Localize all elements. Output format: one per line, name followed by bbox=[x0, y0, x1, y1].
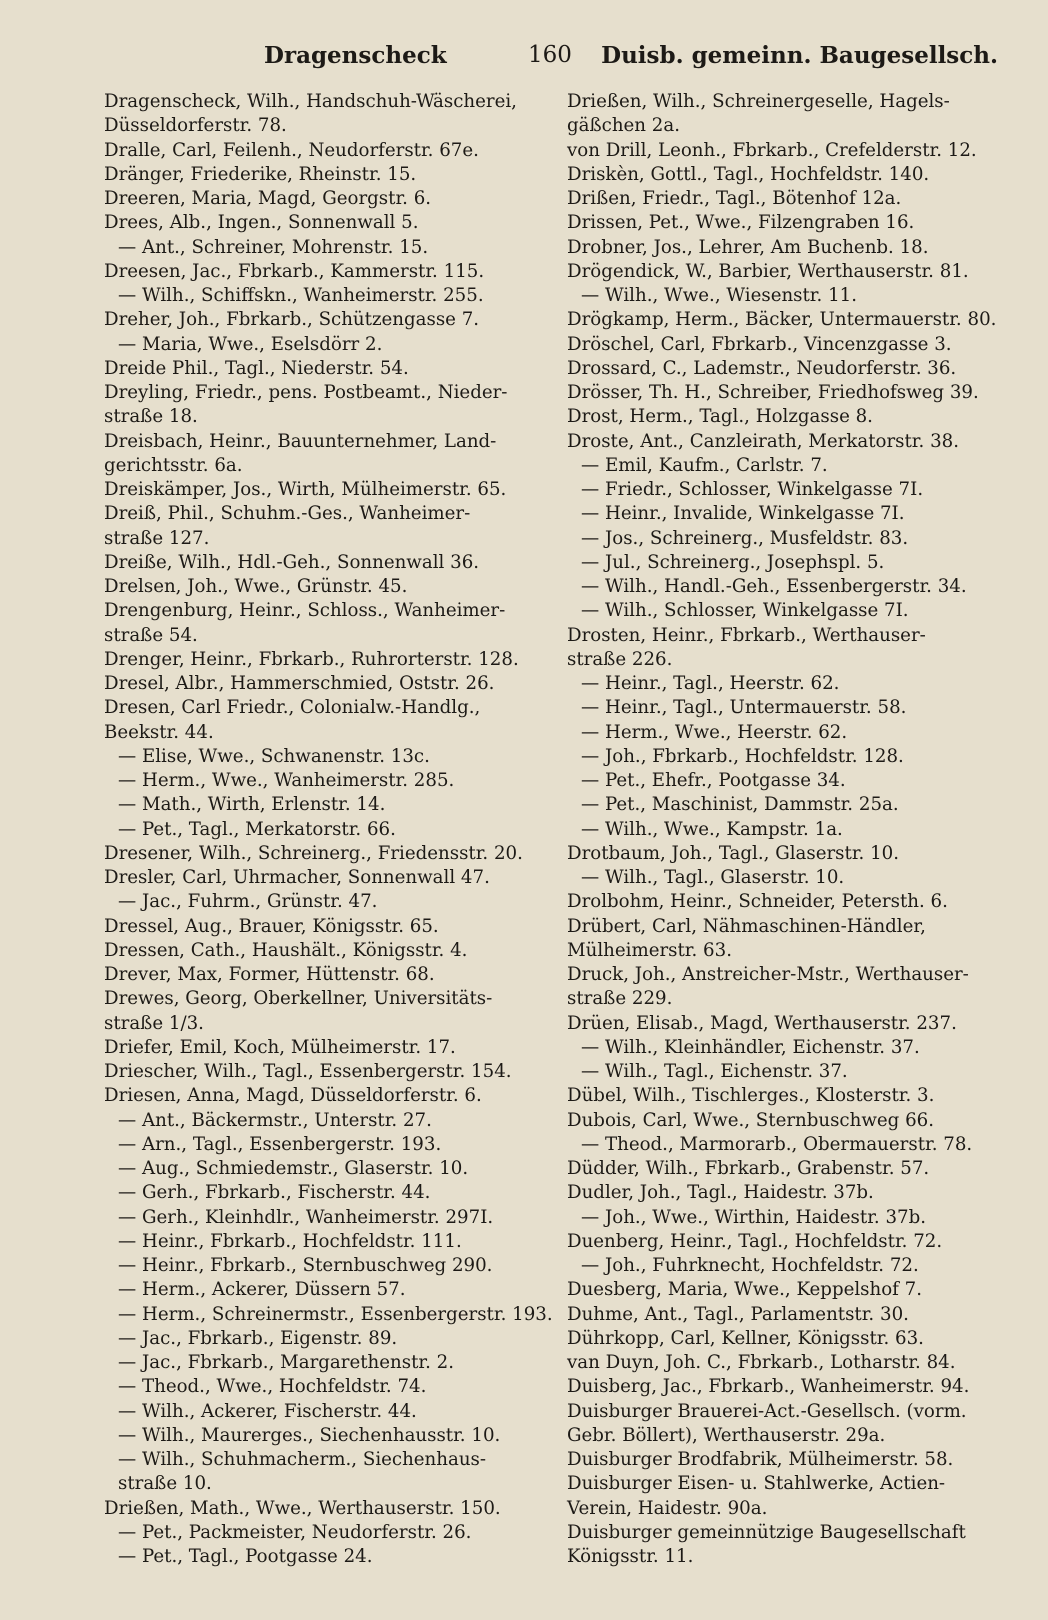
entry-line: Driesen, Anna, Magd, Düsseldorferstr. 6. bbox=[104, 1085, 482, 1107]
directory-entry bbox=[104, 890, 536, 914]
directory-entry bbox=[567, 745, 999, 769]
entry-line: Verein, Haidestr. 90a. bbox=[567, 1497, 768, 1519]
entry-line: Drösser, Th. H., Schreiber, Friedhofsweg 39. bbox=[567, 382, 979, 403]
directory-entry bbox=[104, 357, 536, 381]
entry-line: Beekstr. 44. bbox=[104, 721, 214, 743]
directory-entry bbox=[567, 1060, 999, 1084]
directory-entry bbox=[104, 1545, 536, 1569]
entry-line: straße 54. bbox=[104, 624, 198, 646]
directory-entry bbox=[104, 939, 536, 963]
page-number: 160 bbox=[528, 42, 572, 68]
entry-line: Drees, Alb., Ingen., Sonnenwall 5. bbox=[104, 212, 419, 234]
entry-line: — Jac., Fbrkarb., Eigenstr. 89. bbox=[118, 1327, 398, 1349]
entry-line: — Aug., Schmiedemstr., Glaserstr. 10. bbox=[118, 1158, 469, 1179]
entry-line: Drost, Herm., Tagl., Holzgasse 8. bbox=[567, 406, 873, 428]
entry-line: straße 127. bbox=[104, 527, 210, 549]
directory-entry bbox=[104, 1109, 536, 1133]
entry-line: Drotbaum, Joh., Tagl., Glaserstr. 10. bbox=[567, 842, 900, 864]
entry-line: — Joh., Wwe., Wirthin, Haidestr. 37b. bbox=[581, 1206, 927, 1228]
header-last-entry: Duisb. gemeinn. Baugesellsch. bbox=[601, 42, 998, 69]
directory-entry bbox=[567, 818, 999, 842]
entry-line: Drever, Max, Former, Hüttenstr. 68. bbox=[104, 964, 435, 985]
entry-line: straße 10. bbox=[118, 1473, 212, 1495]
directory-entry bbox=[567, 1181, 999, 1205]
directory-entry bbox=[567, 236, 999, 260]
directory-entry bbox=[567, 308, 999, 332]
directory-entry bbox=[104, 211, 536, 235]
entry-line: Drübert, Carl, Nähmaschinen-Händler, bbox=[567, 915, 926, 937]
directory-entry bbox=[104, 1521, 536, 1545]
directory-entry bbox=[104, 308, 536, 332]
entry-line: — Theod., Marmorarb., Obermauerstr. 78. bbox=[581, 1133, 973, 1155]
entry-line: Dressel, Aug., Brauer, Königsstr. 65. bbox=[104, 915, 439, 937]
directory-entry bbox=[567, 866, 999, 890]
directory-entry bbox=[104, 284, 536, 308]
directory-entry bbox=[567, 1400, 999, 1449]
entry-line: — Jac., Fuhrm., Grünstr. 47. bbox=[118, 891, 378, 913]
entry-line: — Heinr., Invalide, Winkelgasse 7I. bbox=[581, 503, 905, 525]
entry-line: straße 18. bbox=[104, 406, 198, 428]
entry-line: Driescher, Wilh., Tagl., Essenbergerstr. 154. bbox=[104, 1061, 512, 1082]
directory-entry bbox=[567, 1375, 999, 1399]
directory-entry bbox=[567, 1206, 999, 1230]
entry-line: Drießen, Math., Wwe., Werthauserstr. 150. bbox=[104, 1497, 501, 1519]
entry-line: Dreesen, Jac., Fbrkarb., Kammerstr. 115. bbox=[104, 260, 485, 282]
directory-entry bbox=[567, 1448, 999, 1472]
entry-line: Dreher, Joh., Fbrkarb., Schützengasse 7. bbox=[104, 309, 480, 331]
entry-line: Düdder, Wilh., Fbrkarb., Grabenstr. 57. bbox=[567, 1158, 930, 1179]
entry-line: — Joh., Fbrkarb., Hochfeldstr. 128. bbox=[581, 745, 904, 767]
directory-entry bbox=[567, 1472, 999, 1521]
directory-entry bbox=[104, 769, 536, 793]
directory-entry bbox=[104, 1230, 536, 1254]
directory-entry bbox=[104, 696, 536, 745]
entry-line: Dreiskämper, Jos., Wirth, Mülheimerstr. 65. bbox=[104, 479, 507, 500]
entry-line: Düsseldorferstr. 78. bbox=[104, 115, 287, 137]
entry-line: — Ant., Bäckermstr., Unterstr. 27. bbox=[118, 1109, 432, 1131]
directory-entry bbox=[567, 1133, 999, 1157]
directory-entry bbox=[104, 260, 536, 284]
entry-line: — Wilh., Wwe., Kampstr. 1a. bbox=[581, 818, 843, 840]
directory-entry bbox=[104, 818, 536, 842]
directory-entry bbox=[104, 963, 536, 987]
entry-line: gerichtsstr. 6a. bbox=[104, 454, 243, 476]
entry-line: — Heinr., Tagl., Untermauerstr. 58. bbox=[581, 697, 907, 719]
directory-entry bbox=[104, 1181, 536, 1205]
entry-line: Drißen, Friedr., Tagl., Bötenhof 12a. bbox=[567, 188, 902, 209]
directory-entry bbox=[104, 866, 536, 890]
entry-line: — Heinr., Fbrkarb., Hochfeldstr. 111. bbox=[118, 1230, 462, 1252]
entry-line: — Maria, Wwe., Eselsdörr 2. bbox=[118, 333, 383, 355]
directory-entry bbox=[567, 1327, 999, 1351]
directory-entry bbox=[104, 1206, 536, 1230]
entry-line: Drüen, Elisab., Magd, Werthauserstr. 237. bbox=[567, 1012, 957, 1034]
entry-line: — Heinr., Tagl., Heerstr. 62. bbox=[581, 673, 840, 694]
entry-line: — Theod., Wwe., Hochfeldstr. 74. bbox=[118, 1376, 427, 1398]
entry-line: Dubois, Carl, Wwe., Sternbuschweg 66. bbox=[567, 1109, 935, 1131]
directory-entry bbox=[104, 1448, 536, 1497]
entry-line: — Wilh., Schlosser, Winkelgasse 7I. bbox=[581, 600, 909, 622]
entry-line: straße 226. bbox=[567, 648, 673, 670]
directory-entry bbox=[104, 745, 536, 769]
directory-entry bbox=[104, 1424, 536, 1448]
entry-line: — Ant., Schreiner, Mohrenstr. 15. bbox=[118, 236, 429, 258]
entry-line: — Jos., Schreinerg., Musfeldstr. 83. bbox=[581, 527, 909, 549]
entry-line: — Wilh., Ackerer, Fischerstr. 44. bbox=[118, 1400, 417, 1422]
entry-line: Dreide Phil., Tagl., Niederstr. 54. bbox=[104, 357, 409, 379]
entry-line: — Gerh., Kleinhdlr., Wanheimerstr. 297I. bbox=[118, 1206, 494, 1228]
directory-entry bbox=[567, 1303, 999, 1327]
directory-entry bbox=[104, 1084, 536, 1108]
directory-entry bbox=[104, 1278, 536, 1302]
entry-line: Drelsen, Joh., Wwe., Grünstr. 45. bbox=[104, 576, 408, 597]
entry-line: — Arn., Tagl., Essenbergerstr. 193. bbox=[118, 1133, 442, 1155]
directory-entry bbox=[567, 842, 999, 866]
directory-entry bbox=[567, 430, 999, 454]
directory-entry bbox=[567, 90, 999, 139]
directory-entry bbox=[104, 1060, 536, 1084]
entry-line: Königsstr. 11. bbox=[567, 1546, 694, 1567]
entry-line: — Jul., Schreinerg., Josephspl. 5. bbox=[581, 551, 885, 573]
directory-entry bbox=[567, 1012, 999, 1036]
directory-entry bbox=[567, 163, 999, 187]
directory-entry bbox=[567, 599, 999, 623]
directory-entry bbox=[567, 696, 999, 720]
directory-entry bbox=[567, 381, 999, 405]
directory-entry bbox=[567, 769, 999, 793]
entry-line: Drossard, C., Lademstr., Neudorferstr. 36. bbox=[567, 357, 957, 379]
entry-line: Drießen, Wilh., Schreinergeselle, Hagels- bbox=[567, 91, 950, 112]
entry-line: Dreeren, Maria, Magd, Georgstr. 6. bbox=[104, 188, 432, 209]
entry-line: Drögkamp, Herm., Bäcker, Untermauerstr. 80. bbox=[567, 309, 997, 331]
entry-line: Gebr. Böllert), Werthauserstr. 29a. bbox=[567, 1424, 886, 1446]
entry-line: — Pet., Tagl., Pootgasse 24. bbox=[118, 1546, 373, 1567]
directory-entry bbox=[567, 211, 999, 235]
directory-entry bbox=[567, 672, 999, 696]
directory-entry bbox=[567, 260, 999, 284]
directory-entry bbox=[104, 163, 536, 187]
directory-entry bbox=[104, 1497, 536, 1521]
directory-entry bbox=[104, 502, 536, 551]
directory-entry bbox=[104, 793, 536, 817]
entry-line: Dröschel, Carl, Fbrkarb., Vincenzgasse 3. bbox=[567, 333, 952, 355]
entry-line: Dreiße, Wilh., Hdl.-Geh., Sonnenwall 36. bbox=[104, 551, 480, 573]
entry-line: Dudler, Joh., Tagl., Haidestr. 37b. bbox=[567, 1182, 874, 1204]
entry-line: Drobner, Jos., Lehrer, Am Buchenb. 18. bbox=[567, 236, 929, 258]
page-header bbox=[96, 38, 1002, 74]
directory-entry bbox=[104, 430, 536, 479]
directory-entry bbox=[567, 284, 999, 308]
entry-line: Dresener, Wilh., Schreinerg., Friedensstr. 20. bbox=[104, 842, 523, 864]
directory-entry bbox=[567, 1254, 999, 1278]
entry-line: Druck, Joh., Anstreicher-Mstr., Werthauser- bbox=[567, 964, 969, 985]
directory-entry bbox=[104, 1133, 536, 1157]
entry-line: Droste, Ant., Canzleirath, Merkatorstr. 38. bbox=[567, 430, 959, 452]
directory-entry bbox=[567, 527, 999, 551]
directory-entry bbox=[567, 478, 999, 502]
entry-line: Drolbohm, Heinr., Schneider, Petersth. 6. bbox=[567, 891, 948, 913]
directory-entry bbox=[567, 721, 999, 745]
directory-entry bbox=[104, 139, 536, 163]
entry-line: — Wilh., Schiffskn., Wanheimerstr. 255. bbox=[118, 285, 484, 306]
entry-line: Dresler, Carl, Uhrmacher, Sonnenwall 47. bbox=[104, 867, 490, 888]
entry-line: Dreisbach, Heinr., Bauunternehmer, Land- bbox=[104, 430, 497, 452]
directory-entry bbox=[104, 333, 536, 357]
directory-entry bbox=[104, 381, 536, 430]
entry-line: — Joh., Fuhrknecht, Hochfeldstr. 72. bbox=[581, 1255, 919, 1276]
entry-line: — Wilh., Maurerges., Siechenhausstr. 10. bbox=[118, 1424, 501, 1446]
directory-entry bbox=[567, 1157, 999, 1181]
directory-entry bbox=[104, 90, 536, 139]
entry-line: — Gerh., Fbrkarb., Fischerstr. 44. bbox=[118, 1182, 431, 1204]
directory-entry bbox=[567, 1109, 999, 1133]
entry-line: — Wilh., Tagl., Eichenstr. 37. bbox=[581, 1061, 848, 1082]
right-column bbox=[567, 90, 999, 1569]
entry-line: Dragenscheck, Wilh., Handschuh-Wäscherei, bbox=[104, 91, 517, 112]
directory-entry bbox=[567, 551, 999, 575]
entry-line: Dresen, Carl Friedr., Colonialw.-Handlg., bbox=[104, 697, 481, 719]
entry-line: Drenger, Heinr., Fbrkarb., Ruhrorterstr. 128. bbox=[104, 648, 519, 670]
directory-entry bbox=[567, 1521, 999, 1570]
entry-line: Drissen, Pet., Wwe., Filzengraben 16. bbox=[567, 212, 915, 234]
directory-entry bbox=[104, 187, 536, 211]
entry-line: Dressen, Cath., Haushält., Königsstr. 4. bbox=[104, 939, 468, 961]
entry-line: Drewes, Georg, Oberkellner, Universitäts- bbox=[104, 988, 493, 1010]
entry-line: Dralle, Carl, Feilenh., Neudorferstr. 67e. bbox=[104, 139, 479, 161]
entry-line: Drosten, Heinr., Fbrkarb., Werthauser- bbox=[567, 624, 926, 646]
entry-line: — Wilh., Kleinhändler, Eichenstr. 37. bbox=[581, 1036, 920, 1058]
entry-line: Dührkopp, Carl, Kellner, Königsstr. 63. bbox=[567, 1327, 924, 1349]
directory-entry bbox=[567, 1230, 999, 1254]
entry-line: Duesberg, Maria, Wwe., Keppelshof 7. bbox=[567, 1279, 923, 1301]
entry-line: Duisburger Eisen- u. Stahlwerke, Actien- bbox=[567, 1473, 946, 1495]
entry-line: Drögendick, W., Barbier, Werthauserstr. 81. bbox=[567, 260, 969, 282]
entry-line: Duisburger Brodfabrik, Mülheimerstr. 58. bbox=[567, 1449, 954, 1470]
directory-entry bbox=[104, 599, 536, 648]
entry-line: Dreiß, Phil., Schuhm.-Ges., Wanheimer- bbox=[104, 503, 471, 525]
directory-entry bbox=[104, 915, 536, 939]
directory-entry bbox=[104, 1303, 553, 1327]
entry-line: straße 229. bbox=[567, 988, 673, 1010]
entry-line: Mülheimerstr. 63. bbox=[567, 939, 732, 961]
directory-entry bbox=[567, 963, 999, 1012]
left-column bbox=[104, 90, 553, 1569]
entry-line: — Herm., Wwe., Heerstr. 62. bbox=[581, 721, 848, 743]
directory-entry bbox=[104, 842, 536, 866]
directory-entry bbox=[567, 1351, 999, 1375]
entry-line: Driskèn, Gottl., Tagl., Hochfeldstr. 140. bbox=[567, 163, 930, 185]
directory-entry bbox=[567, 454, 999, 478]
entry-line: Duisberg, Jac., Fbrkarb., Wanheimerstr. 94. bbox=[567, 1376, 970, 1398]
entry-line: Duenberg, Heinr., Tagl., Hochfeldstr. 72. bbox=[567, 1230, 943, 1252]
entry-line: Dränger, Friederike, Rheinstr. 15. bbox=[104, 163, 417, 185]
entry-line: Driefer, Emil, Koch, Mülheimerstr. 17. bbox=[104, 1036, 456, 1058]
entry-line: — Math., Wirth, Erlenstr. 14. bbox=[118, 794, 386, 816]
entry-line: — Wilh., Tagl., Glaserstr. 10. bbox=[581, 867, 845, 888]
entry-line: Duisburger gemeinnützige Baugesellschaft bbox=[567, 1521, 966, 1543]
directory-entry bbox=[104, 575, 536, 599]
directory-entry bbox=[104, 551, 536, 575]
directory-entry bbox=[104, 1400, 536, 1424]
directory-entry bbox=[567, 915, 999, 964]
entry-line: — Pet., Ehefr., Pootgasse 34. bbox=[581, 770, 846, 791]
entry-line: Dreyling, Friedr., pens. Postbeamt., Nieder- bbox=[104, 382, 508, 403]
directory-entry bbox=[567, 139, 999, 163]
entry-line: — Pet., Tagl., Merkatorstr. 66. bbox=[118, 818, 396, 840]
entry-line: Dübel, Wilh., Tischlerges., Klosterstr. 3. bbox=[567, 1085, 935, 1107]
entry-line: — Wilh., Handl.-Geh., Essenbergerstr. 34. bbox=[581, 576, 967, 597]
entry-line: straße 1/3. bbox=[104, 1012, 204, 1034]
directory-entry bbox=[567, 890, 999, 914]
entry-line: — Herm., Ackerer, Düssern 57. bbox=[118, 1279, 406, 1301]
directory-entry bbox=[567, 502, 999, 526]
directory-entry bbox=[567, 575, 999, 599]
directory-entry bbox=[567, 405, 999, 429]
entry-line: van Duyn, Joh. C., Fbrkarb., Lotharstr. 84. bbox=[567, 1352, 956, 1373]
entry-line: — Heinr., Fbrkarb., Sternbuschweg 290. bbox=[118, 1255, 493, 1276]
directory-entry bbox=[104, 987, 536, 1036]
entry-line: — Pet., Packmeister, Neudorferstr. 26. bbox=[118, 1521, 472, 1543]
directory-entry bbox=[104, 1327, 536, 1351]
entry-line: — Emil, Kaufm., Carlstr. 7. bbox=[581, 454, 828, 476]
entry-line: Drengenburg, Heinr., Schloss., Wanheimer- bbox=[104, 600, 506, 622]
entry-line: — Elise, Wwe., Schwanenstr. 13c. bbox=[118, 745, 430, 767]
directory-entry bbox=[104, 1157, 536, 1181]
directory-entry bbox=[104, 478, 536, 502]
directory-entry bbox=[567, 1036, 999, 1060]
entry-line: — Pet., Maschinist, Dammstr. 25a. bbox=[581, 794, 899, 816]
directory-entry bbox=[104, 648, 536, 672]
directory-entry bbox=[104, 1351, 536, 1375]
directory-entry bbox=[567, 793, 999, 817]
directory-entry bbox=[104, 236, 536, 260]
entry-line: von Drill, Leonh., Fbrkarb., Crefelderstr. 12. bbox=[567, 139, 977, 161]
directory-entry bbox=[567, 333, 999, 357]
directory-entry bbox=[567, 1084, 999, 1108]
entry-line: — Herm., Schreinermstr., Essenbergerstr. 193. bbox=[118, 1303, 553, 1325]
directory-entry bbox=[567, 187, 999, 211]
directory-entry bbox=[567, 357, 999, 381]
directory-entry bbox=[104, 1375, 536, 1399]
directory-entry bbox=[104, 1036, 536, 1060]
directory-entry bbox=[104, 672, 536, 696]
entry-line: — Wilh., Schuhmacherm., Siechenhaus- bbox=[118, 1449, 487, 1470]
directory-entry bbox=[567, 1278, 999, 1302]
entry-line: — Jac., Fbrkarb., Margarethenstr. 2. bbox=[118, 1352, 454, 1373]
entry-line: — Herm., Wwe., Wanheimerstr. 285. bbox=[118, 770, 455, 791]
directory-entry bbox=[567, 624, 999, 673]
entry-line: Duisburger Brauerei-Act.-Gesellsch. (vorm. bbox=[567, 1400, 967, 1422]
header-first-entry: Dragenscheck bbox=[264, 42, 447, 69]
entry-line: — Wilh., Wwe., Wiesenstr. 11. bbox=[581, 285, 857, 306]
entry-line: gäßchen 2a. bbox=[567, 115, 680, 137]
entry-line: — Friedr., Schlosser, Winkelgasse 7I. bbox=[581, 479, 924, 500]
directory-entry bbox=[104, 1254, 536, 1278]
entry-line: Duhme, Ant., Tagl., Parlamentstr. 30. bbox=[567, 1303, 909, 1325]
entry-line: Dresel, Albr., Hammerschmied, Oststr. 26. bbox=[104, 673, 495, 694]
